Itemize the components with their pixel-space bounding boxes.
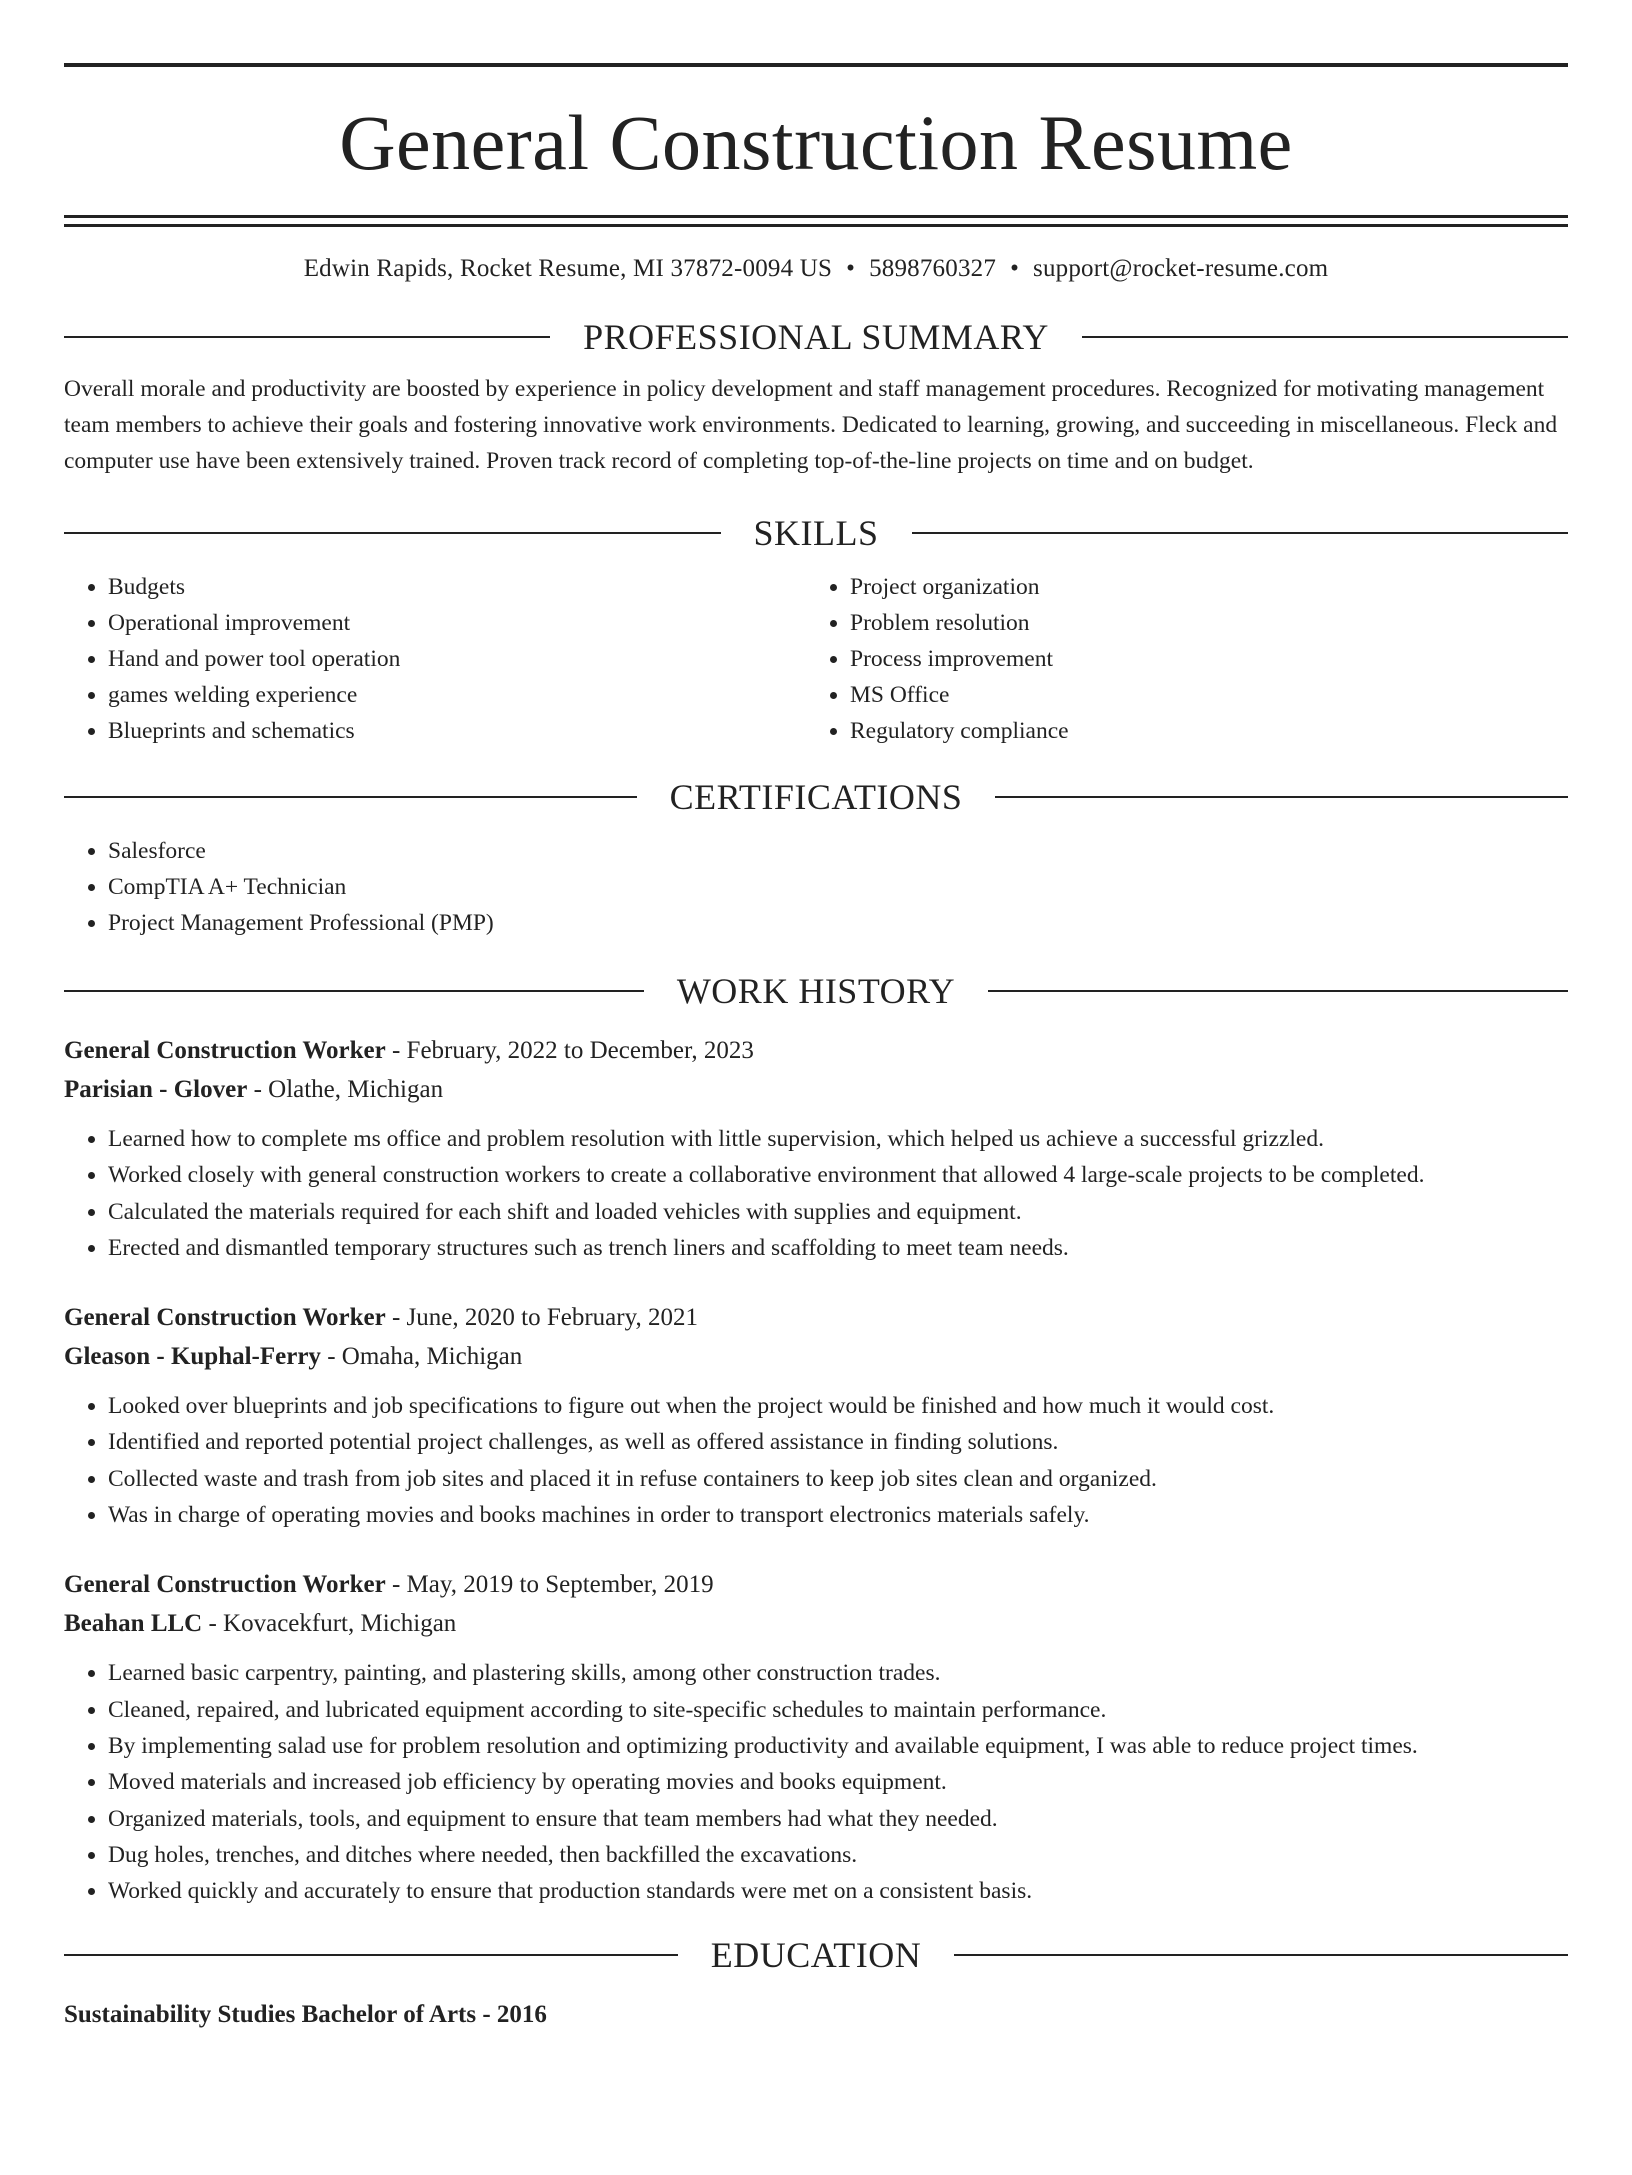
contact-email: support@rocket-resume.com <box>1033 255 1329 282</box>
job-bullet: • Worked quickly and accurately to ensure that production standards were met on a consistent basis. <box>108 1873 1568 1909</box>
job-title-line <box>64 1298 1568 1337</box>
job-bullets <box>64 1655 1568 1909</box>
education-degree: Sustainability Studies Bachelor of Arts - 2016 <box>64 2001 547 2029</box>
job-entry <box>64 1298 1568 1533</box>
job-bullet: • Moved materials and increased job efficiency by operating movies and books equipment. <box>108 1764 1568 1800</box>
heading-rule-left <box>64 336 550 338</box>
contact-separator: • <box>846 255 856 282</box>
section-title: EDUCATION <box>710 1935 922 1976</box>
skill-item: • Operational improvement <box>108 605 806 641</box>
summary-text: Overall morale and productivity are boosted by experience in policy development and staff management procedures. Recognized for motivating management team members to achieve their goals and fostering innovative work environments. Dedicated to learning, growing, and succeeding in miscellaneous. Fleck and computer use have been extensively trained. Proven track record of completing top-of-the-line projects on time and on budget. <box>64 376 1558 474</box>
certification-item: • CompTIA A+ Technician <box>108 869 1568 905</box>
resume-page <box>0 63 1632 2175</box>
skills-list <box>64 569 1568 749</box>
job-bullet: • Identified and reported potential project challenges, as well as offered assistance in finding solutions. <box>108 1424 1568 1460</box>
job-bullet: • Learned basic carpentry, painting, and plastering skills, among other construction trades. <box>108 1655 1568 1691</box>
job-company-line <box>64 1070 1568 1109</box>
job-entry <box>64 1565 1568 1909</box>
section-heading-summary <box>64 315 1568 359</box>
skill-item: • games welding experience <box>108 677 806 713</box>
skills-column-right <box>806 569 1548 749</box>
job-company: Beahan LLC <box>64 1610 203 1638</box>
job-dates: - May, 2019 to September, 2019 <box>385 1571 714 1599</box>
job-bullet: • Looked over blueprints and job specifications to figure out when the project would be finished and how much it would cost. <box>108 1388 1568 1424</box>
title-double-rule <box>64 215 1568 227</box>
job-title-line <box>64 1031 1568 1070</box>
skill-item: • Budgets <box>108 569 806 605</box>
job-bullet: • By implementing salad use for problem resolution and optimizing productivity and available equipment, I was able to reduce project times. <box>108 1728 1568 1764</box>
job-title: General Construction Worker <box>64 1304 386 1332</box>
job-bullet: • Collected waste and trash from job sites and placed it in refuse containers to keep job sites clean and organized. <box>108 1461 1568 1497</box>
job-bullets <box>64 1388 1568 1533</box>
skill-item: • Problem resolution <box>850 605 1548 641</box>
section-heading-skills <box>64 511 1568 555</box>
top-rule <box>64 63 1568 67</box>
contact-separator: • <box>1010 255 1020 282</box>
contact-line <box>64 253 1568 285</box>
job-location: - Olathe, Michigan <box>247 1076 444 1103</box>
job-location: - Kovacekfurt, Michigan <box>202 1610 457 1638</box>
section-heading-education <box>64 1933 1568 1977</box>
job-company: Gleason - Kuphal-Ferry <box>64 1343 321 1371</box>
job-location: - Omaha, Michigan <box>320 1343 523 1371</box>
section-heading-certifications <box>64 775 1568 819</box>
heading-rule-left <box>64 1954 678 1956</box>
section-title: WORK HISTORY <box>676 971 956 1011</box>
heading-rule-left <box>64 532 721 534</box>
section-title: SKILLS <box>753 513 879 553</box>
job-entry <box>64 1031 1568 1266</box>
skills-column-left <box>64 569 806 749</box>
job-title-line <box>64 1565 1568 1604</box>
contact-address: Edwin Rapids, Rocket Resume, MI 37872-0094 US <box>303 255 833 282</box>
job-bullet: • Cleaned, repaired, and lubricated equipment according to site-specific schedules to maintain performance. <box>108 1692 1568 1728</box>
job-company: Parisian - Glover <box>64 1076 248 1103</box>
job-title: General Construction Worker <box>64 1571 386 1599</box>
certification-item: • Project Management Professional (PMP) <box>108 905 1568 941</box>
job-dates: - June, 2020 to February, 2021 <box>385 1304 698 1332</box>
skill-item: • Project organization <box>850 569 1548 605</box>
contact-phone: 5898760327 <box>869 255 997 282</box>
section-title: PROFESSIONAL SUMMARY <box>583 317 1049 357</box>
heading-rule-right <box>912 532 1569 534</box>
heading-rule-right <box>988 990 1568 992</box>
skill-item: • Hand and power tool operation <box>108 641 806 677</box>
certification-item: • Salesforce <box>108 833 1568 869</box>
skill-item: • Process improvement <box>850 641 1548 677</box>
job-dates: - February, 2022 to December, 2023 <box>385 1037 754 1064</box>
job-title: General Construction Worker <box>64 1037 386 1064</box>
job-company-line <box>64 1337 1568 1376</box>
section-title: CERTIFICATIONS <box>669 777 963 817</box>
job-bullet: • Erected and dismantled temporary structures such as trench liners and scaffolding to meet team needs. <box>108 1230 1568 1266</box>
skill-item: • Blueprints and schematics <box>108 713 806 749</box>
job-bullet: • Organized materials, tools, and equipment to ensure that team members had what they needed. <box>108 1801 1568 1837</box>
job-bullets <box>64 1121 1568 1266</box>
heading-rule-right <box>1082 336 1568 338</box>
page-title: General Construction Resume <box>339 99 1293 186</box>
education-entry <box>64 1995 1568 2034</box>
heading-rule-right <box>995 796 1568 798</box>
job-bullet: • Learned how to complete ms office and problem resolution with little supervision, which helped us achieve a successful grizzled. <box>108 1121 1568 1157</box>
heading-rule-right <box>954 1954 1568 1956</box>
skill-item: • Regulatory compliance <box>850 713 1548 749</box>
heading-rule-left <box>64 990 644 992</box>
job-bullet: • Calculated the materials required for each shift and loaded vehicles with supplies and equipment. <box>108 1194 1568 1230</box>
heading-rule-left <box>64 796 637 798</box>
job-bullet: • Was in charge of operating movies and books machines in order to transport electronics materials safely. <box>108 1497 1568 1533</box>
job-bullet: • Worked closely with general construction workers to create a collaborative environment that allowed 4 large-scale projects to be completed. <box>108 1157 1568 1193</box>
skill-item: • MS Office <box>850 677 1548 713</box>
job-company-line <box>64 1604 1568 1643</box>
certifications-list <box>64 833 1568 941</box>
section-heading-work-history <box>64 969 1568 1013</box>
job-bullet: • Dug holes, trenches, and ditches where needed, then backfilled the excavations. <box>108 1837 1568 1873</box>
